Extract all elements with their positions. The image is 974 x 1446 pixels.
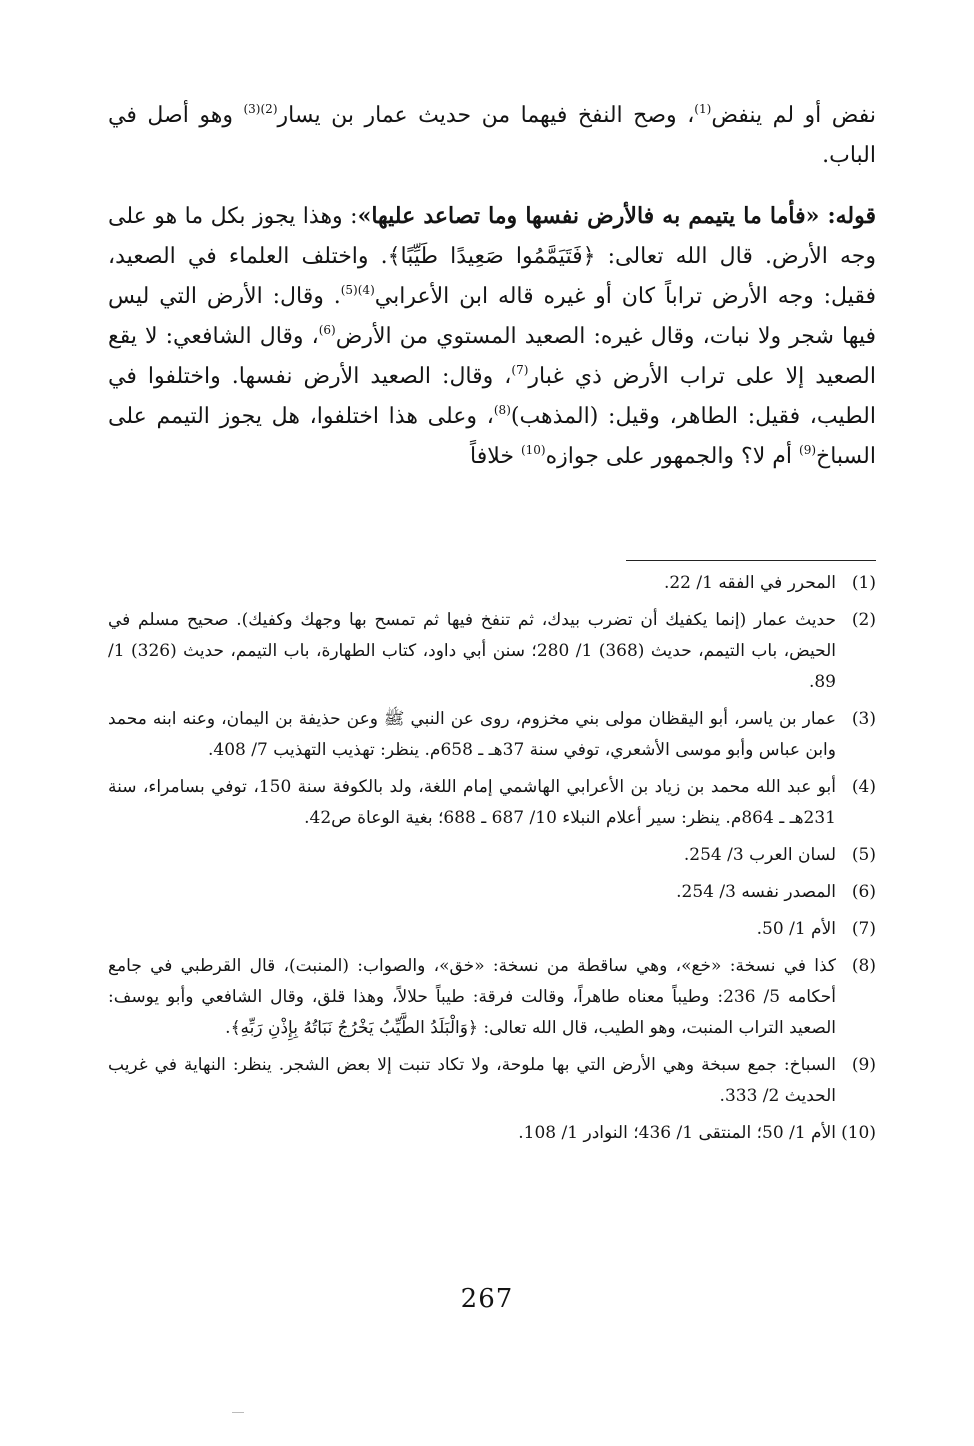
paragraph-text: ، وصح النفخ فيهما من حديث عمار بن يسار — [277, 103, 695, 128]
footnote-ref: (4)(5) — [340, 283, 375, 297]
footnote-9 — [108, 1050, 876, 1112]
paragraph-text: . وقال: الأرض التي ليس فيها شجر ولا نبات، وقال غيره: الصعيد المستوي من الأرض — [108, 284, 876, 349]
footnote-number: (8) — [851, 956, 876, 976]
footnote-ref: (7) — [511, 363, 529, 377]
paragraph-text: وهو أصل في الباب. — [108, 103, 876, 168]
footnote-text: الأم 1/ 50؛ المنتقى 1/ 436؛ النوادر 1/ 108. — [518, 1123, 836, 1143]
footnote-number: (9) — [851, 1055, 876, 1075]
footnote-number: (6) — [851, 882, 876, 902]
footnote-number: (10) — [841, 1123, 876, 1143]
paragraph-text: نفض أو لم ينفض — [711, 103, 877, 128]
footnote-number: (2) — [851, 610, 876, 630]
paragraph-text: ، وقال: الصعيد الأرض نفسها. واختلفوا في الطيب، فقيل: الطاهر، وقيل: (المذهب) — [108, 364, 877, 429]
paragraph-text: أم لا؟ والجمهور على جوازه — [545, 444, 799, 469]
footnote-ref: (10) — [520, 443, 546, 457]
footnote-ref: (6) — [318, 323, 336, 337]
footnote-6 — [108, 877, 876, 908]
footnote-5 — [108, 840, 876, 871]
paragraph-1 — [108, 96, 876, 176]
footnote-text: الأم 1/ 50. — [756, 919, 836, 939]
footnote-7 — [108, 914, 876, 945]
footnote-ref: (2)(3) — [243, 102, 278, 116]
footnotes — [108, 568, 876, 1155]
footnote-text: عمار بن ياسر، أبو اليقظان مولى بني مخزوم، روى عن النبي ﷺ وعن حذيفة بن اليمان، وعنه ابنه محمد وابن عباس وأبو موسى الأشعري، توفي سنة 37هـ ـ 658م. ينظر: تهذيب التهذيب 7/ 408. — [108, 709, 836, 760]
scan-mark — [232, 1412, 244, 1413]
footnote-number: (1) — [851, 573, 876, 593]
paragraph-text: خلافاً — [470, 444, 521, 469]
footnote-text: السباخ: جمع سبخة وهي الأرض التي بها ملوحة، ولا تكاد تنبت إلا بعض الشجر. ينظر: النهاية في غريب الحديث 2/ 333. — [108, 1055, 836, 1106]
paragraph-text: : وهذا يجوز بكل ما هو على وجه الأرض. قال الله تعالى: ﴿فَتَيَمَّمُوا صَعِيدًا طَيِّبًا﴾. واختلف العلماء في الصعيد، فقيل: وجه الأرض تراباً كان أو غيره قاله ابن الأعرابي — [108, 204, 876, 309]
footnote-text: أبو عبد الله محمد بن زياد بن الأعرابي الهاشمي إمام اللغة، ولد بالكوفة سنة 150، توفي بسامراء، سنة 231هـ ـ 864م. ينظر: سير أعلام النبلاء 10/ 687 ـ 688؛ بغية الوعاة ص42. — [108, 777, 836, 828]
footnote-1 — [108, 568, 876, 599]
footnote-text: كذا في نسخة: «خع»، وهي ساقطة من نسخة: «خق»، والصواب: (المنبت)، قال القرطبي في جامع أحكامه 5/ 236: وطيباً معناه طاهراً، وقالت فرقة: طيباً حلالاً، وهذا قلق، وقال الشافعي وأبو يوسف: الصعيد التراب المنبت، وهو الطيب، قال الله تعالى: ﴿وَالْبَلَدُ الطَّيِّبُ يَخْرُجُ نَبَاتُهُ بِإِذْنِ رَبِّهِ﴾. — [108, 956, 836, 1038]
footnote-4 — [108, 772, 876, 834]
main-text — [108, 96, 876, 477]
paragraph-2 — [108, 196, 876, 477]
footnote-text: حديث عمار (إنما يكفيك أن تضرب بيدك، ثم تنفخ فيها ثم تمسح بها وجهك وكفيك). صحيح مسلم في الحيض، باب التيمم، حديث (368) 1/ 280؛ سنن أبي داود، كتاب الطهارة، باب التيمم، حديث (326) 1/ 89. — [108, 610, 836, 692]
footnote-text: المحرر في الفقه 1/ 22. — [663, 573, 836, 593]
footnote-2 — [108, 605, 876, 698]
footnote-3 — [108, 704, 876, 766]
footnote-ref: (1) — [694, 102, 712, 116]
quoted-text: «فأما ما يتيمم به فالأرض نفسها وما تصاعد عليها» — [357, 203, 820, 229]
footnote-number: (4) — [851, 777, 876, 797]
footnote-ref: (8) — [493, 403, 511, 417]
paragraph-text: ، وقال الشافعي: لا يقع الصعيد إلا على تراب الأرض ذي غبار — [108, 324, 876, 389]
quote-label: قوله: — [819, 203, 876, 229]
footnote-ref: (9) — [799, 443, 817, 457]
page-number: 267 — [460, 1284, 514, 1314]
footnote-number: (5) — [851, 845, 876, 865]
footnote-8 — [108, 951, 876, 1044]
paragraph-text: ، وعلى هذا اختلفوا، هل يجوز التيمم على السباخ — [108, 404, 876, 469]
footnote-number: (7) — [851, 919, 876, 939]
footnote-10 — [108, 1118, 876, 1149]
footnote-text: لسان العرب 3/ 254. — [683, 845, 836, 865]
footnote-text: المصدر نفسه 3/ 254. — [676, 882, 836, 902]
footnote-number: (3) — [851, 709, 876, 729]
footnote-divider — [626, 560, 876, 561]
